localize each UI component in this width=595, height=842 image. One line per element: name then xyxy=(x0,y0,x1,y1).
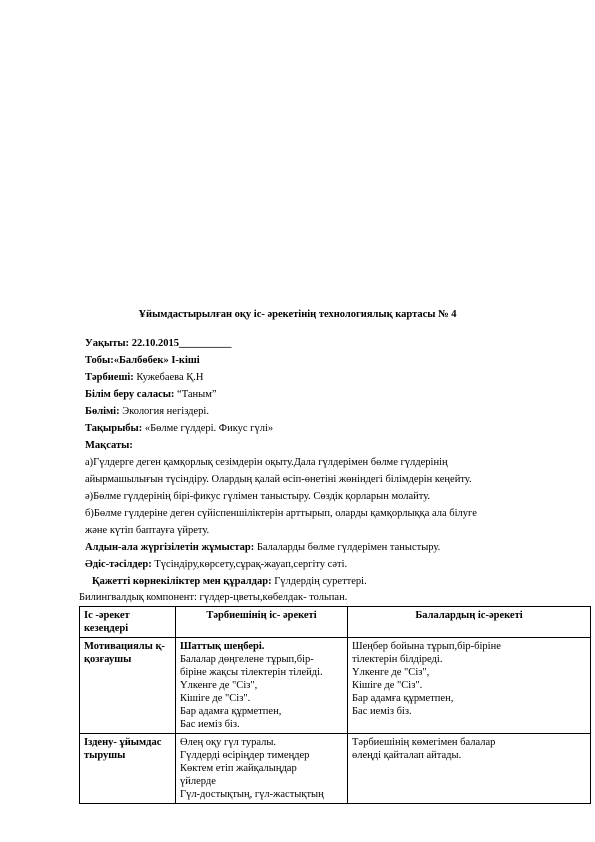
teacher-cell-line: Балалар дөңгелене тұрып,бір- xyxy=(180,654,314,665)
teacher-cell xyxy=(176,734,348,804)
goal-b-line-1: б)Бөлме гүлдеріне деген сүйіспеншіліктерін арттырып, оларды қамқорлыққа ала білуге xyxy=(85,508,477,519)
teacher-cell-line: Көктем етіп жайқалыңдар xyxy=(180,763,297,774)
plan-table xyxy=(79,606,591,804)
children-cell xyxy=(348,734,591,804)
table-row xyxy=(80,638,591,734)
equipment-value: Гүлдердің суреттері. xyxy=(271,576,367,587)
goals-label: Мақсаты: xyxy=(85,440,133,451)
children-cell-line: Тәрбиешінің көмегімен балалар xyxy=(352,737,496,748)
topic-label: Тақырыбы: xyxy=(85,423,143,434)
goal-a-line-2: айырмашылығын түсіндіру. Олардың қалай өсіп-өнетіні жөніндегі білімдерін кеңейту. xyxy=(85,474,472,485)
prework-label: Алдын-ала жүргізілетін жұмыстар: xyxy=(85,542,255,553)
section-label: Бөлімі: xyxy=(85,406,120,417)
field-value: “Таным” xyxy=(174,389,217,400)
goal-a-line-3: ә)Бөлме гүлдерінің бірі-фикус гүлімен таныстыру. Сөздік қорларын молайту. xyxy=(85,491,431,502)
children-cell-line: Кішіге де "Сіз". xyxy=(352,680,423,691)
group-line: Тобы:«Балбөбек» І-кіші xyxy=(85,355,200,366)
teacher-cell-line: Бар адамға құрметпен, xyxy=(180,706,282,717)
bilingual-component: Билингвалдық компонент: гүлдер-цветы,көбелдак- тольпан. xyxy=(79,592,348,603)
goal-a-line-1: а)Гүлдерге деген қамқорлық сезімдерін оқыту.Дала гүлдерімен бөлме гүлдерінің xyxy=(85,457,448,468)
teacher-cell-line: үйлерде xyxy=(180,776,216,787)
teacher-cell-line: Кішіге де "Сіз". xyxy=(180,693,251,704)
teacher-value: Кужебаева Қ.Н xyxy=(133,372,204,383)
section-value: Экология негіздері. xyxy=(119,406,209,417)
stage-cell: Мотивациялы қ- қозғаушы xyxy=(80,638,176,734)
methods-value: Түсіндіру,көрсету,сұрақ-жауап,сергіту сәті. xyxy=(151,559,348,570)
children-cell-line: өлеңді қайталап айтады. xyxy=(352,750,462,761)
document-title: Ұйымдастырылған оқу іс- әрекетінің технологиялық картасы № 4 xyxy=(138,309,457,320)
children-cell-line: Үлкенге де "Сіз", xyxy=(352,667,430,678)
stage-cell: Іздену- ұйымдас тырушы xyxy=(80,734,176,804)
teacher-line xyxy=(85,371,203,384)
section-line xyxy=(85,405,209,418)
teacher-cell-line: Үлкенге де "Сіз", xyxy=(180,680,258,691)
date-label: Уақыты: xyxy=(85,338,130,349)
field-label: Білім беру саласы: xyxy=(85,389,175,400)
topic-value: «Бөлме гүлдері. Фикус гүлі» xyxy=(142,423,274,434)
equipment-label: Қажетті көрнекіліктер мен құралдар: xyxy=(92,576,272,587)
goal-b-line-2: және күтіп баптауға үйрету. xyxy=(85,525,210,536)
teacher-cell-line: біріне жақсы тілектерін тілейді. xyxy=(180,667,323,678)
children-cell-line: Бар адамға құрметпен, xyxy=(352,693,454,704)
prework-value: Балаларды бөлме гүлдерімен таныстыру. xyxy=(254,542,441,553)
children-cell-line: тілектерін білдіреді. xyxy=(352,654,443,665)
teacher-cell-line: Бас иеміз біз. xyxy=(180,719,240,730)
equipment-line xyxy=(92,575,367,588)
teacher-cell-line: Гүл-достықтың, гүл-жастықтың xyxy=(180,789,324,800)
field-line xyxy=(85,388,217,401)
table-header-row xyxy=(80,607,591,638)
topic-line xyxy=(85,422,273,435)
date-line xyxy=(85,337,231,350)
methods-label: Әдіс-тәсілдер: xyxy=(85,559,152,570)
header-teacher: Тәрбиешінің іс- әрекеті xyxy=(176,607,348,638)
children-cell xyxy=(348,638,591,734)
table-row xyxy=(80,734,591,804)
teacher-cell-line: Өлең оқу гүл туралы. xyxy=(180,737,276,748)
teacher-cell-title: Шаттық шеңбері. xyxy=(180,641,265,652)
teacher-cell xyxy=(176,638,348,734)
teacher-label: Тәрбиеші: xyxy=(85,372,134,383)
header-children: Балалардың іс-әрекеті xyxy=(348,607,591,638)
methods-line xyxy=(85,558,347,571)
prework-line xyxy=(85,541,440,554)
date-value: 22.10.2015__________ xyxy=(129,338,232,349)
children-cell-line: Шеңбер бойына тұрып,бір-біріне xyxy=(352,641,501,652)
children-cell-line: Бас иеміз біз. xyxy=(352,706,412,717)
teacher-cell-line: Гүлдерді өсіріңдер тимеңдер xyxy=(180,750,310,761)
header-stage: Іс -әрекет кезеңдері xyxy=(80,607,176,638)
